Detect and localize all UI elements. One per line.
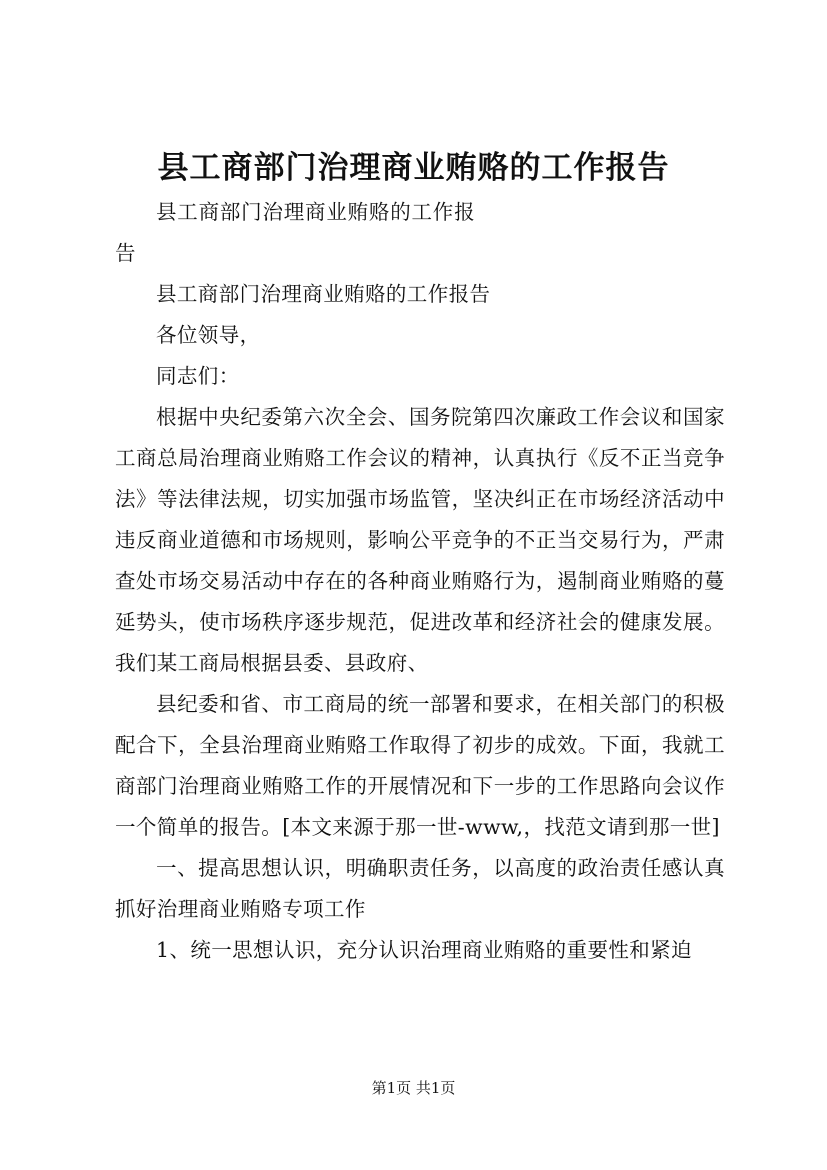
paragraph-salutation-leaders: 各位领导， (156, 323, 261, 347)
paragraph-salutation-comrades: 同志们： (156, 364, 240, 388)
document-title: 县工商部门治理商业贿赂的工作报告 (157, 150, 670, 186)
paragraph-heading-repeat: 县工商部门治理商业贿赂的工作报告 (115, 200, 475, 265)
paragraph-intro: 根据中央纪委第六次全会、国务院第四次廉政工作会议和国家工商总局治理商业贿赂工作会议的精神，认真执行《反不正当竞争法》等法律法规，切实加强市场监管，坚决纠正在市场经济活动中违反商业道德和市场规则，影响公平竞争的不正当交易行为，严肃查处市场交易活动中存在的各种商业贿赂行为，遏制商业贿赂的蔓延势头，使市场秩序逐步规范，促进改革和经济社会的健康发展。我们某工商局根据县委、县政府、 (115, 405, 725, 675)
paragraph-item-one: 1、统一思想认识，充分认识治理商业贿赂的重要性和紧迫 (156, 938, 692, 962)
paragraph-subtitle: 县工商部门治理商业贿赂的工作报告 (156, 282, 491, 306)
paragraph-section-one-heading: 一、提高思想认识，明确职责任务，以高度的政治责任感认真抓好治理商业贿赂专项工作 (115, 856, 725, 921)
paragraph-progress: 县纪委和省、市工商局的统一部署和要求，在相关部门的积极配合下，全县治理商业贿赂工作取得了初步的成效。下面，我就工商部门治理商业贿赂工作的开展情况和下一步的工作思路向会议作一个简单的报告。[本文来源于那一世-www,，找范文请到那一世] (115, 692, 725, 839)
document-body (115, 192, 725, 971)
page-footer: 第1页 共1页 (371, 1079, 456, 1097)
